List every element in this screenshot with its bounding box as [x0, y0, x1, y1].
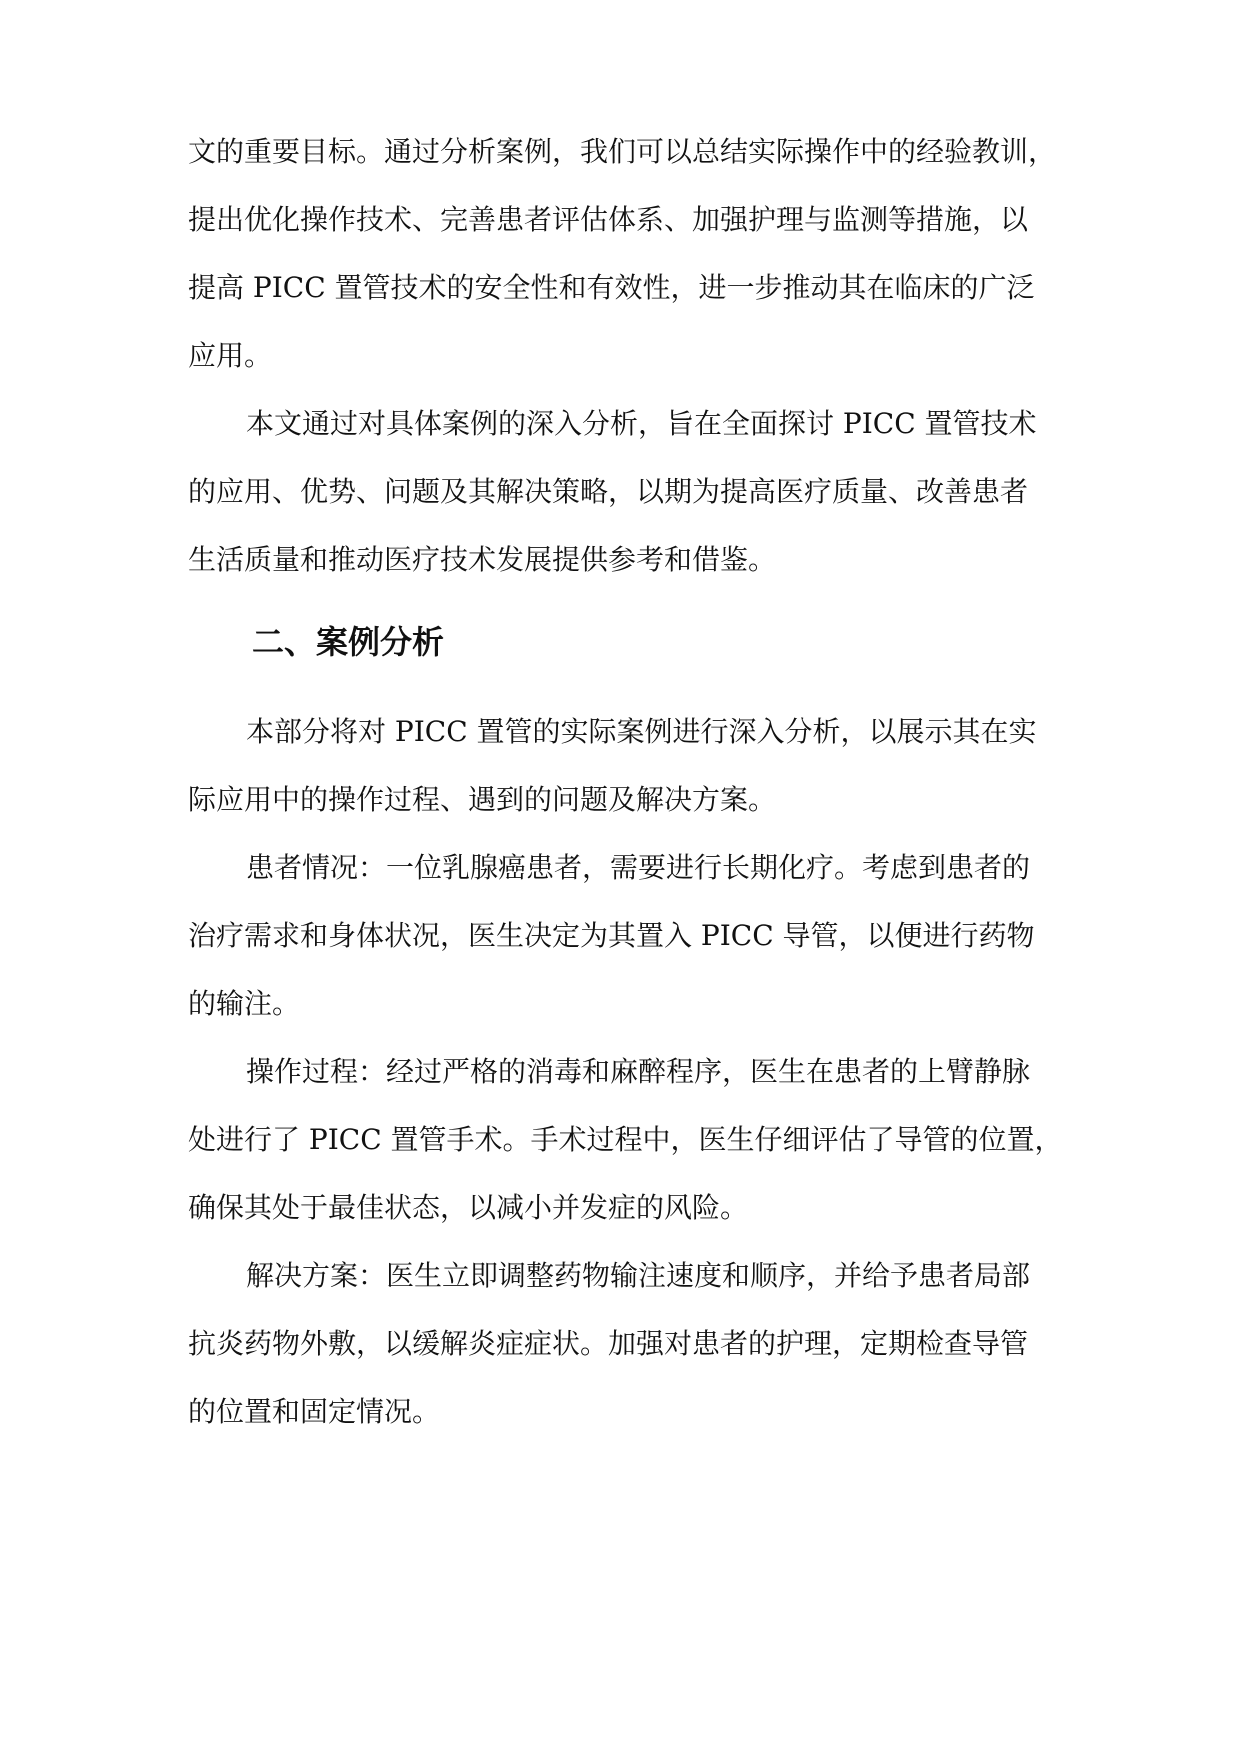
paragraph-line: 本部分将对 PICC 置管的实际案例进行深入分析，以展示其在实: [246, 715, 1037, 748]
paragraph-line: 生活质量和推动医疗技术发展提供参考和借鉴。: [188, 543, 777, 576]
paragraph-line: 文的重要目标。通过分析案例，我们可以总结实际操作中的经验教训，: [188, 135, 1057, 168]
paragraph-line: 提出优化操作技术、完善患者评估体系、加强护理与监测等措施，以: [188, 203, 1029, 236]
paragraph-line: 确保其处于最佳状态，以减小并发症的风险。: [188, 1191, 749, 1224]
paragraph-line: 际应用中的操作过程、遇到的问题及解决方案。: [188, 783, 777, 816]
paragraph-line: 提高 PICC 置管技术的安全性和有效性，进一步推动其在临床的广泛: [188, 271, 1035, 304]
paragraph-line: 治疗需求和身体状况，医生决定为其置入 PICC 导管，以便进行药物: [188, 919, 1035, 952]
paragraph-line: 的输注。: [188, 987, 301, 1020]
paragraph-line: 处进行了 PICC 置管手术。手术过程中，医生仔细评估了导管的位置，: [188, 1123, 1063, 1156]
paragraph-line: 解决方案：医生立即调整药物输注速度和顺序，并给予患者局部: [246, 1259, 1031, 1292]
paragraph-line: 的位置和固定情况。: [188, 1395, 441, 1428]
paragraph-line: 本文通过对具体案例的深入分析，旨在全面探讨 PICC 置管技术: [246, 407, 1037, 440]
paragraph-line: 应用。: [188, 339, 273, 372]
paragraph-line: 的应用、优势、问题及其解决策略，以期为提高医疗质量、改善患者: [188, 475, 1029, 508]
paragraph-line: 操作过程：经过严格的消毒和麻醉程序，医生在患者的上臂静脉: [246, 1055, 1031, 1088]
paragraph-line: 抗炎药物外敷，以缓解炎症症状。加强对患者的护理，定期检查导管: [188, 1327, 1029, 1360]
section-heading: 二、案例分析: [252, 623, 445, 661]
paragraph-line: 患者情况：一位乳腺癌患者，需要进行长期化疗。考虑到患者的: [246, 851, 1031, 884]
document-body: [188, 0, 1068, 1754]
